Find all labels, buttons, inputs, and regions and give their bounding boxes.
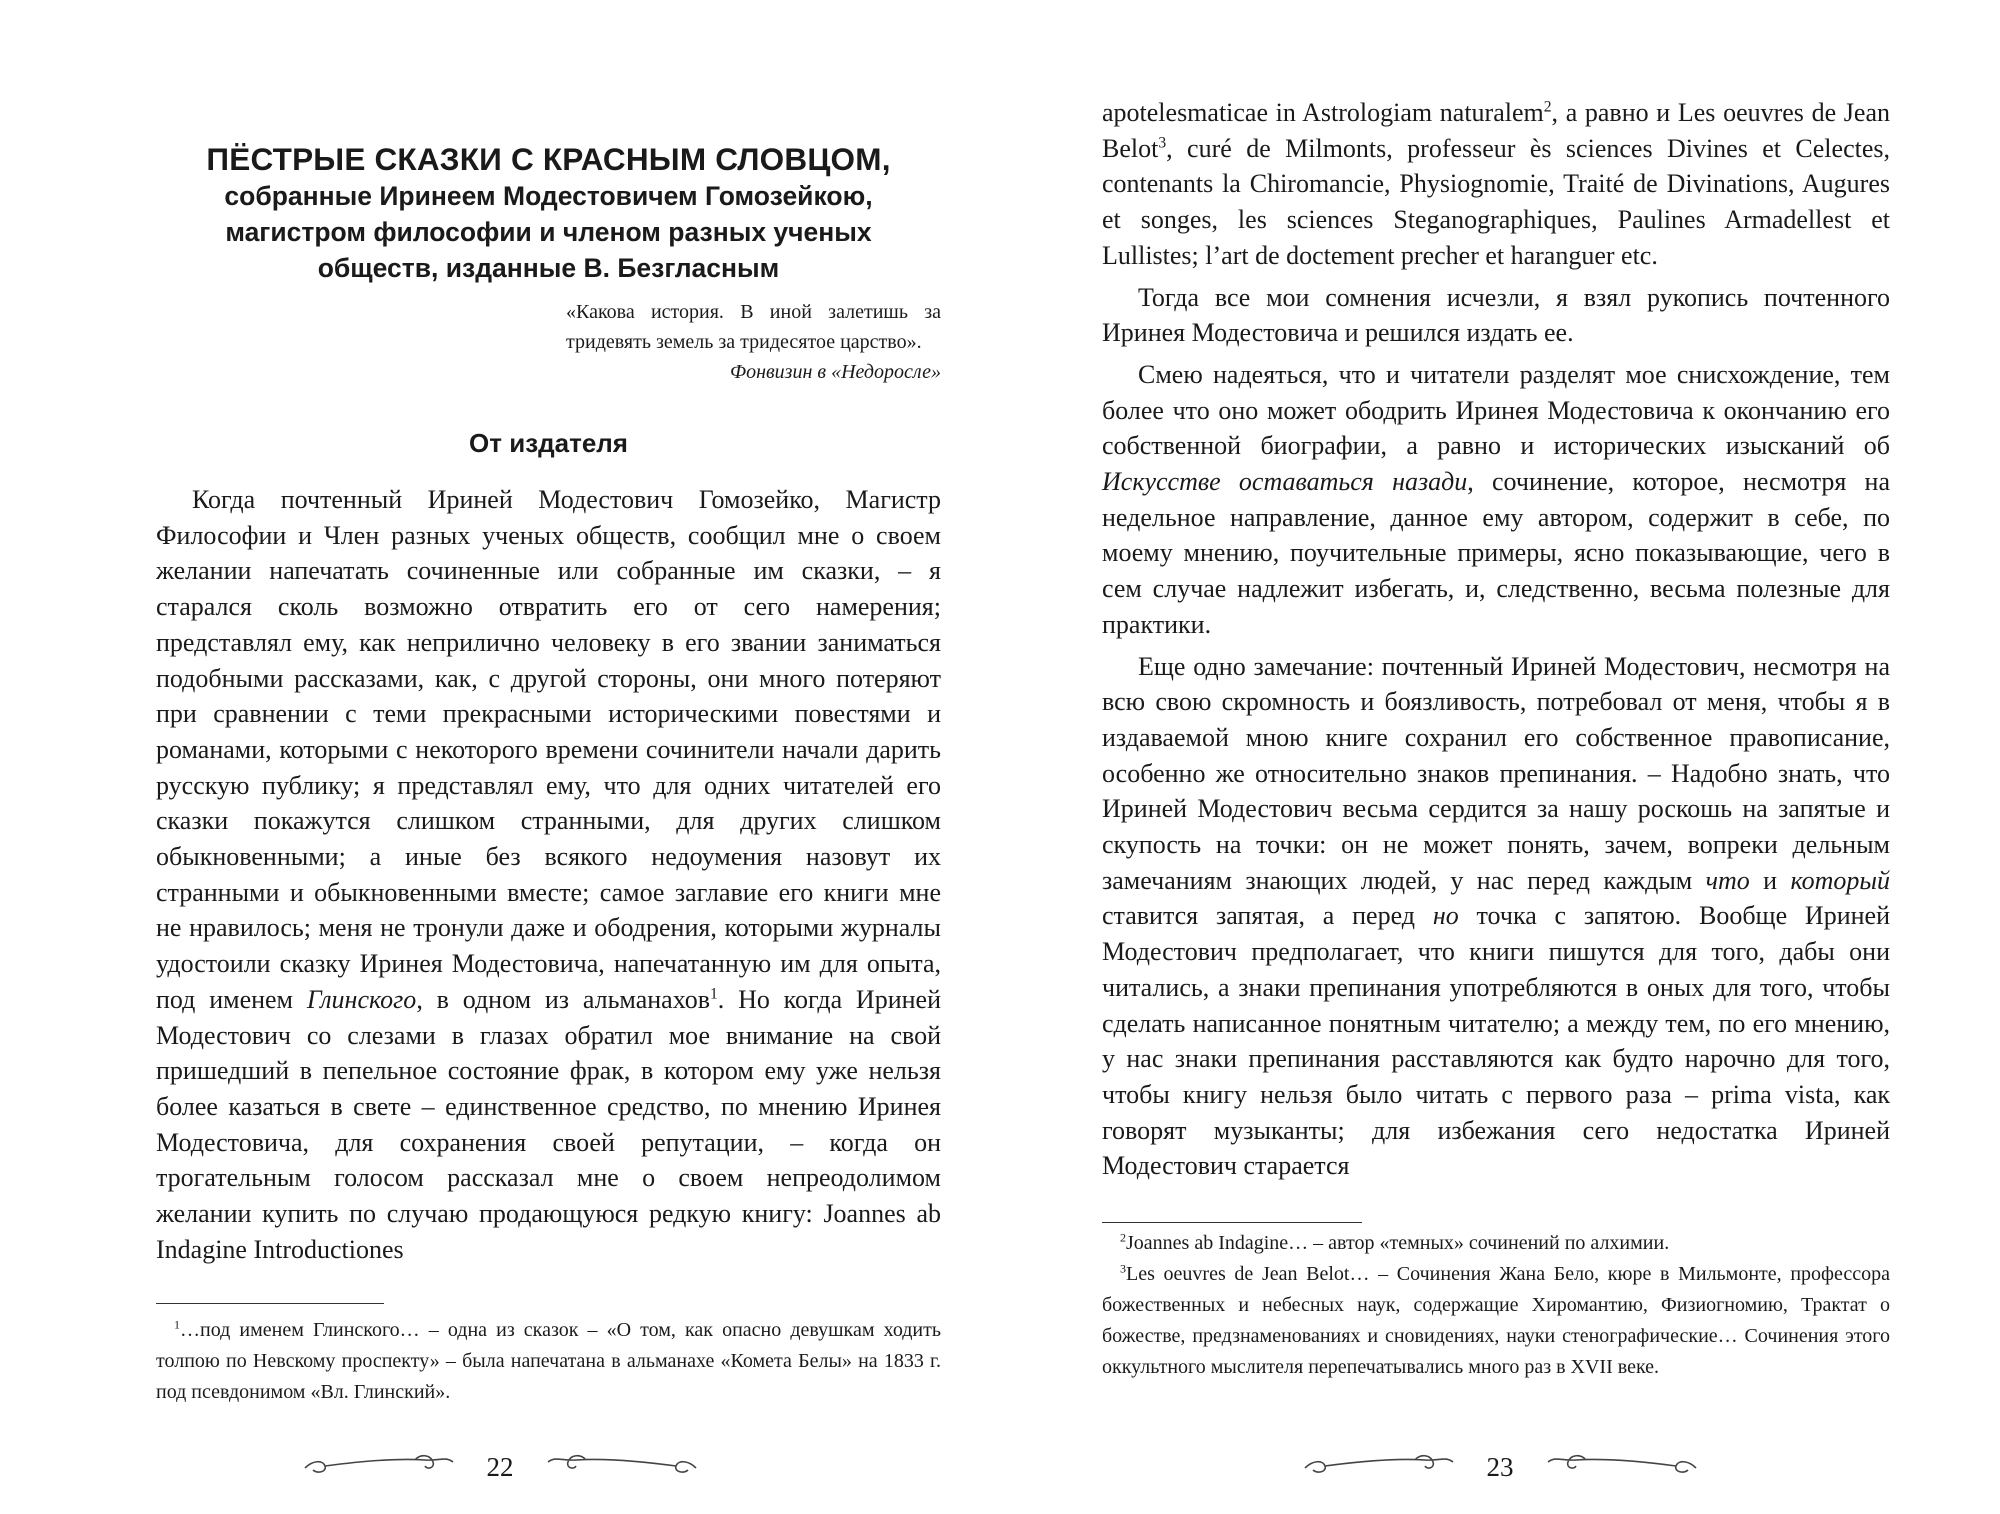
footnote-divider [156, 1303, 384, 1304]
epigraph-author: Фонвизин в «Недоросле» [729, 361, 941, 383]
paragraph-text: точка с запятою. Вообще Ириней Модестович предполагает, что книги пишутся для того, дабы они читались, а знаки препинания употребляются в оных для того, чтобы сделать написанное понятным читателю; а между тем, по его мнению, у нас знаки препинания расставляются как будто нарочно для того, чтобы книгу нельзя было читать с первого раза – prima vista, как говорят музыканты; для избежания сего недостатка Ириней Модестович старается [1102, 901, 1890, 1181]
paragraph-text: , сочинение, которое, несмотря на недельное направление, данное ему автором, содержит в себе, по моему мнению, поучительные примеры, ясно показывающие, чего в сем случае надлежит избегать, и, следственно, весьма полезные для практики. [1102, 467, 1891, 639]
paragraph-italic: Искусстве оставаться назади [1102, 467, 1468, 497]
epigraph [566, 297, 941, 387]
footnote-divider [1102, 1222, 1362, 1223]
page-footer [1000, 1442, 2000, 1492]
paragraph [1102, 649, 1890, 1185]
paragraph-text: Еще одно замечание: почтенный Ириней Модестович, несмотря на всю свою скромность и боязливость, потребовал от меня, чтобы я в издаваемой мною книге сохранил его собственное правописание, особенно же относительно знаков препинания. – Надобно знать, что Ириней Модестович весьма сердится за нашу роскошь на запятые и скупость на точки: он не может понять, зачем, вопреки дельным замечаниям знающих людей, у нас перед каждым [1102, 651, 1890, 895]
right-page [1000, 0, 2000, 1514]
right-flourish-icon [1536, 1450, 1706, 1484]
right-flourish-icon [536, 1450, 706, 1484]
body-text-left [156, 482, 941, 1267]
paragraph-text: и [1749, 865, 1791, 895]
paragraph-text: , curé de Milmonts, professeur ès sciences Divines et Celectes, contenants la Chiromancie, Physiognomie, Traité de Divinations, Augures et songes, les sciences Steganographiques, Paulines Armadellest et Lullistes; l’art de doctement precher et haranguer etc. [1102, 133, 1890, 270]
paragraph-text: , в одном из альманахов [416, 984, 710, 1014]
footnote-text: Joannes ab Indagine… – автор «темных» сочинений по алхимии. [1126, 1232, 1670, 1254]
section-heading: От издателя [469, 428, 628, 458]
epigraph-text: «Какова история. В иной залетишь за тридевять земель за тридесятое царство». [566, 301, 941, 353]
footnote-text: …под именем Глинского… – одна из сказок – «О том, как опасно девушкам ходить толпою по Невскому проспекту» – была напечатана в альманахе «Комета Белы» на 1833 г. под псевдонимом «Вл. Глинский». [156, 1319, 941, 1403]
footnote [1102, 1259, 1890, 1383]
paragraph [1102, 357, 1890, 643]
footnote-mark: 1 [174, 1317, 180, 1332]
paragraph-text: ставится запятая, а перед [1102, 901, 1433, 931]
title-subtitle: собранные Иринеем Модестовичем Гомозейкою, магистром философии и членом разных ученых обществ, изданные В. Безгласным [224, 181, 873, 283]
paragraph [156, 482, 941, 1267]
footnote-ref: 1 [710, 985, 718, 1003]
footnote-ref: 2 [1543, 98, 1552, 116]
paragraph-text: apotelesmaticae in Astrologiam naturalem [1102, 98, 1544, 127]
footnote-text: Les oeuvres de Jean Belot… – Сочинения Жана Бело, кюре в Мильмонте, профессора божественных и небесных наук, содержащие Хиромантию, Физиогномию, Трактат о божестве, предзнаменованиях и сновидениях, науки стенографические… Сочинения этого оккультного мыслителя перепечатывались много раз в XVII веке. [1102, 1263, 1890, 1378]
page-number: 23 [1486, 1451, 1514, 1482]
footnotes-right [1102, 1228, 1890, 1383]
footnote [156, 1315, 941, 1408]
title-block [156, 140, 941, 286]
paragraph [1102, 95, 1890, 274]
footnote [1102, 1228, 1890, 1259]
paragraph-italic: Глинского [306, 984, 417, 1014]
footnote-ref: 3 [1158, 134, 1167, 152]
page-title: ПЁСТРЫЕ СКАЗКИ С КРАСНЫМ СЛОВЦОМ, [206, 141, 891, 177]
footnote-mark: 2 [1120, 1230, 1126, 1245]
paragraph: Тогда все мои сомнения исчезли, я взял рукопись почтенного Иринея Модестовича и решился издать ее. [1102, 282, 1890, 348]
paragraph-text: . Но когда Ириней Модестович со слезами в глазах обратил мое внимание на свой пришедший в пепельное состояние фрак, в котором ему уже нельзя более казаться в свете – единственное средство, по мнению Иринея Модестовича, для сохранения своей репутации, – когда он трогательным голосом рассказал мне о своем непреодолимом желании купить по случаю продающуюся редкую книгу: Joannes ab Indagine Introductiones [156, 984, 941, 1264]
paragraph-italic: который [1790, 865, 1891, 895]
paragraph-text: Когда почтенный Ириней Модестович Гомозейко, Магистр Философии и Член разных ученых обществ, сообщил мне о своем желании напечатать сочиненные или собранные им сказки, – я старался сколь возможно отвратить его от сего намерения; представлял ему, как неприлично человеку в его звании заниматься подобными рассказами, как, с другой стороны, они много потеряют при сравнении с теми прекрасными историческими повестями и романами, которыми с некоторого времени сочинители начали дарить русскую публику; я представлял ему, что для одних читателей его сказки покажутся слишком странными, для других слишком обыкновенными; а иные без всякого недоумения назовут их странными и обыкновенными вместе; самое заглавие его книги мне не нравилось; меня не тронули даже и ободрения, которыми журналы удостоили сказку Иринея Модестовича, напечатанную им для опыта, под именем [156, 485, 941, 1014]
footnote-mark: 3 [1120, 1261, 1126, 1276]
page-footer [0, 1442, 1000, 1492]
left-flourish-icon [1295, 1450, 1465, 1484]
paragraph-italic: что [1705, 865, 1750, 895]
paragraph-text: Смею надеяться, что и читатели разделят мое снисхождение, тем более что оно может ободрить Иринея Модестовича к окончанию его собственной биографии, а равно и исторических изысканий об [1102, 359, 1890, 461]
paragraph-text: , а равно и Les oeuvres de Jean Belot [1102, 98, 1890, 163]
left-flourish-icon [295, 1450, 465, 1484]
paragraph-italic: но [1432, 901, 1459, 931]
body-text-right [1102, 95, 1890, 1184]
page-number: 22 [486, 1451, 514, 1482]
footnotes-left [156, 1315, 941, 1408]
